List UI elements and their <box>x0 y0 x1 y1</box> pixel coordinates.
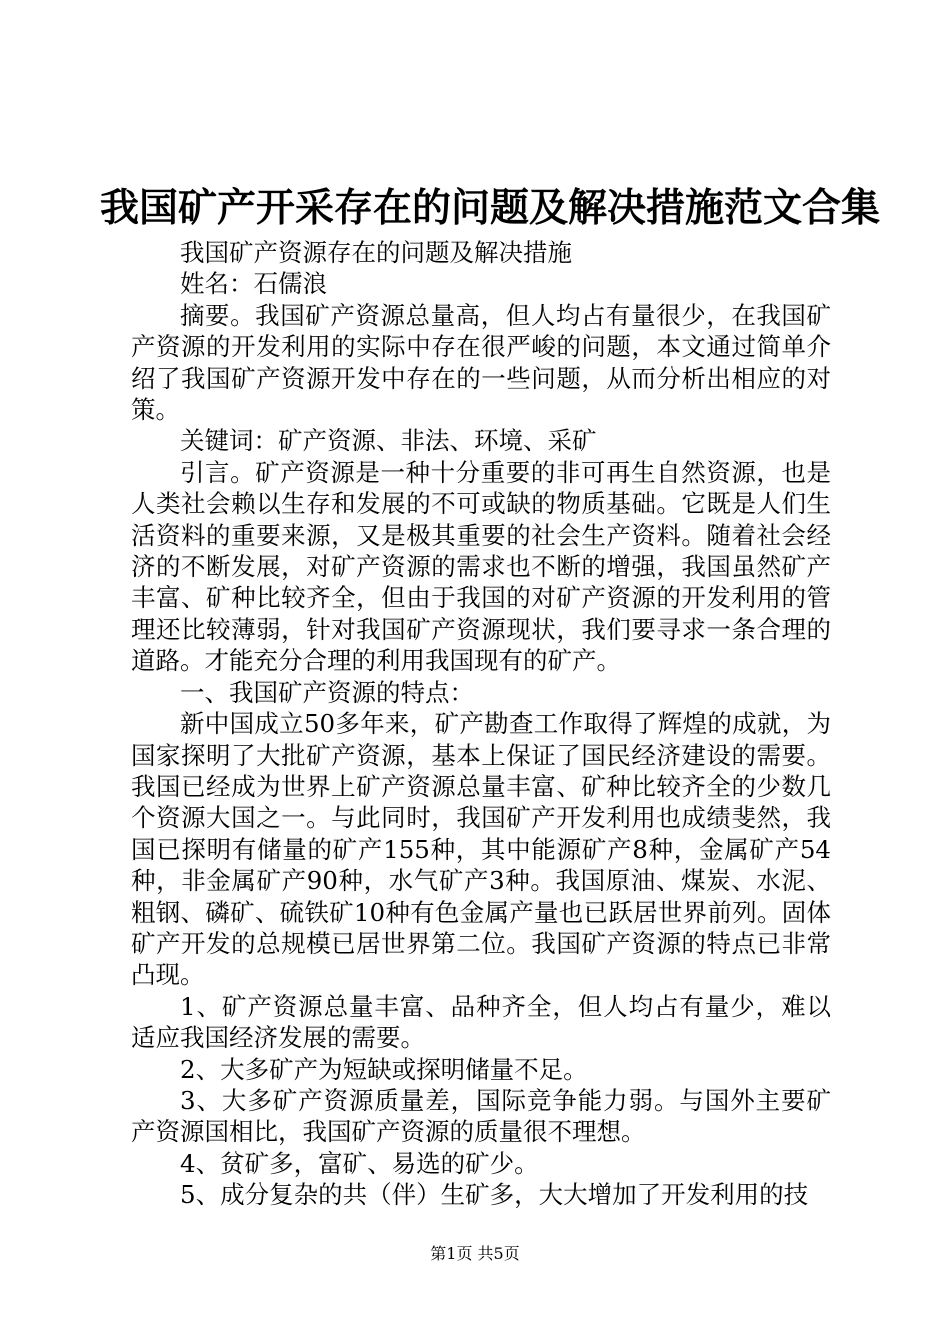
list-item-4: 4、贫矿多，富矿、易选的矿少。 <box>180 1148 539 1178</box>
document-body <box>131 237 831 1211</box>
paragraph-introduction: 引言。矿产资源是一种十分重要的非可再生自然资源，也是人类社会赖以生存和发展的不可或缺的物质基础。它既是人们生活资料的重要来源，又是极其重要的社会生产资料。随着社会经济的不断发展，对矿产资源的需求也不断的增强，我国虽然矿产丰富、矿种比较齐全，但由于我国的对矿产资源的开发利用的管理还比较薄弱，针对我国矿产资源现状，我们要寻求一条合理的道路。才能充分合理的利用我国现有的矿产。 <box>131 457 831 676</box>
paragraph-abstract: 摘要。我国矿产资源总量高，但人均占有量很少，在我国矿产资源的开发利用的实际中存在很严峻的问题，本文通过简单介绍了我国矿产资源开发中存在的一些问题，从而分析出相应的对策。 <box>131 300 831 425</box>
list-item-3: 3、大多矿产资源质量差，国际竞争能力弱。与国外主要矿产资源国相比，我国矿产资源的质量很不理想。 <box>131 1085 831 1147</box>
list-item-5: 5、成分复杂的共（伴）生矿多，大大增加了开发利用的技 <box>180 1180 809 1210</box>
paragraph-author: 姓名：石儒浪 <box>180 269 327 299</box>
section-heading-1: 一、我国矿产资源的特点： <box>180 677 474 707</box>
paragraph-section-1: 新中国成立50多年来，矿产勘查工作取得了辉煌的成就，为国家探明了大批矿产资源，基本上保证了国民经济建设的需要。我国已经成为世界上矿产资源总量丰富、矿种比较齐全的少数几个资源大国之一。与此同时，我国矿产开发利用也成绩斐然，我国已探明有储量的矿产155种，其中能源矿产8种，金属矿产54种，非金属矿产90种，水气矿产3种。我国原油、煤炭、水泥、粗钢、磷矿、硫铁矿10种有色金属产量也已跃居世界前列。固体矿产开发的总规模已居世界第二位。我国矿产资源的特点已非常凸现。 <box>131 709 831 990</box>
paragraph-subtitle: 我国矿产资源存在的问题及解决措施 <box>180 238 572 267</box>
page-footer: 第1页 共5页 <box>430 1244 520 1263</box>
list-item-2: 2、大多矿产为短缺或探明储量不足。 <box>180 1054 588 1084</box>
list-item-1: 1、矿产资源总量丰富、品种齐全，但人均占有量少，难以适应我国经济发展的需要。 <box>131 991 831 1053</box>
document-title: 我国矿产开采存在的问题及解决措施范文合集 <box>100 185 881 231</box>
paragraph-keywords: 关键词：矿产资源、非法、环境、采矿 <box>180 426 597 456</box>
